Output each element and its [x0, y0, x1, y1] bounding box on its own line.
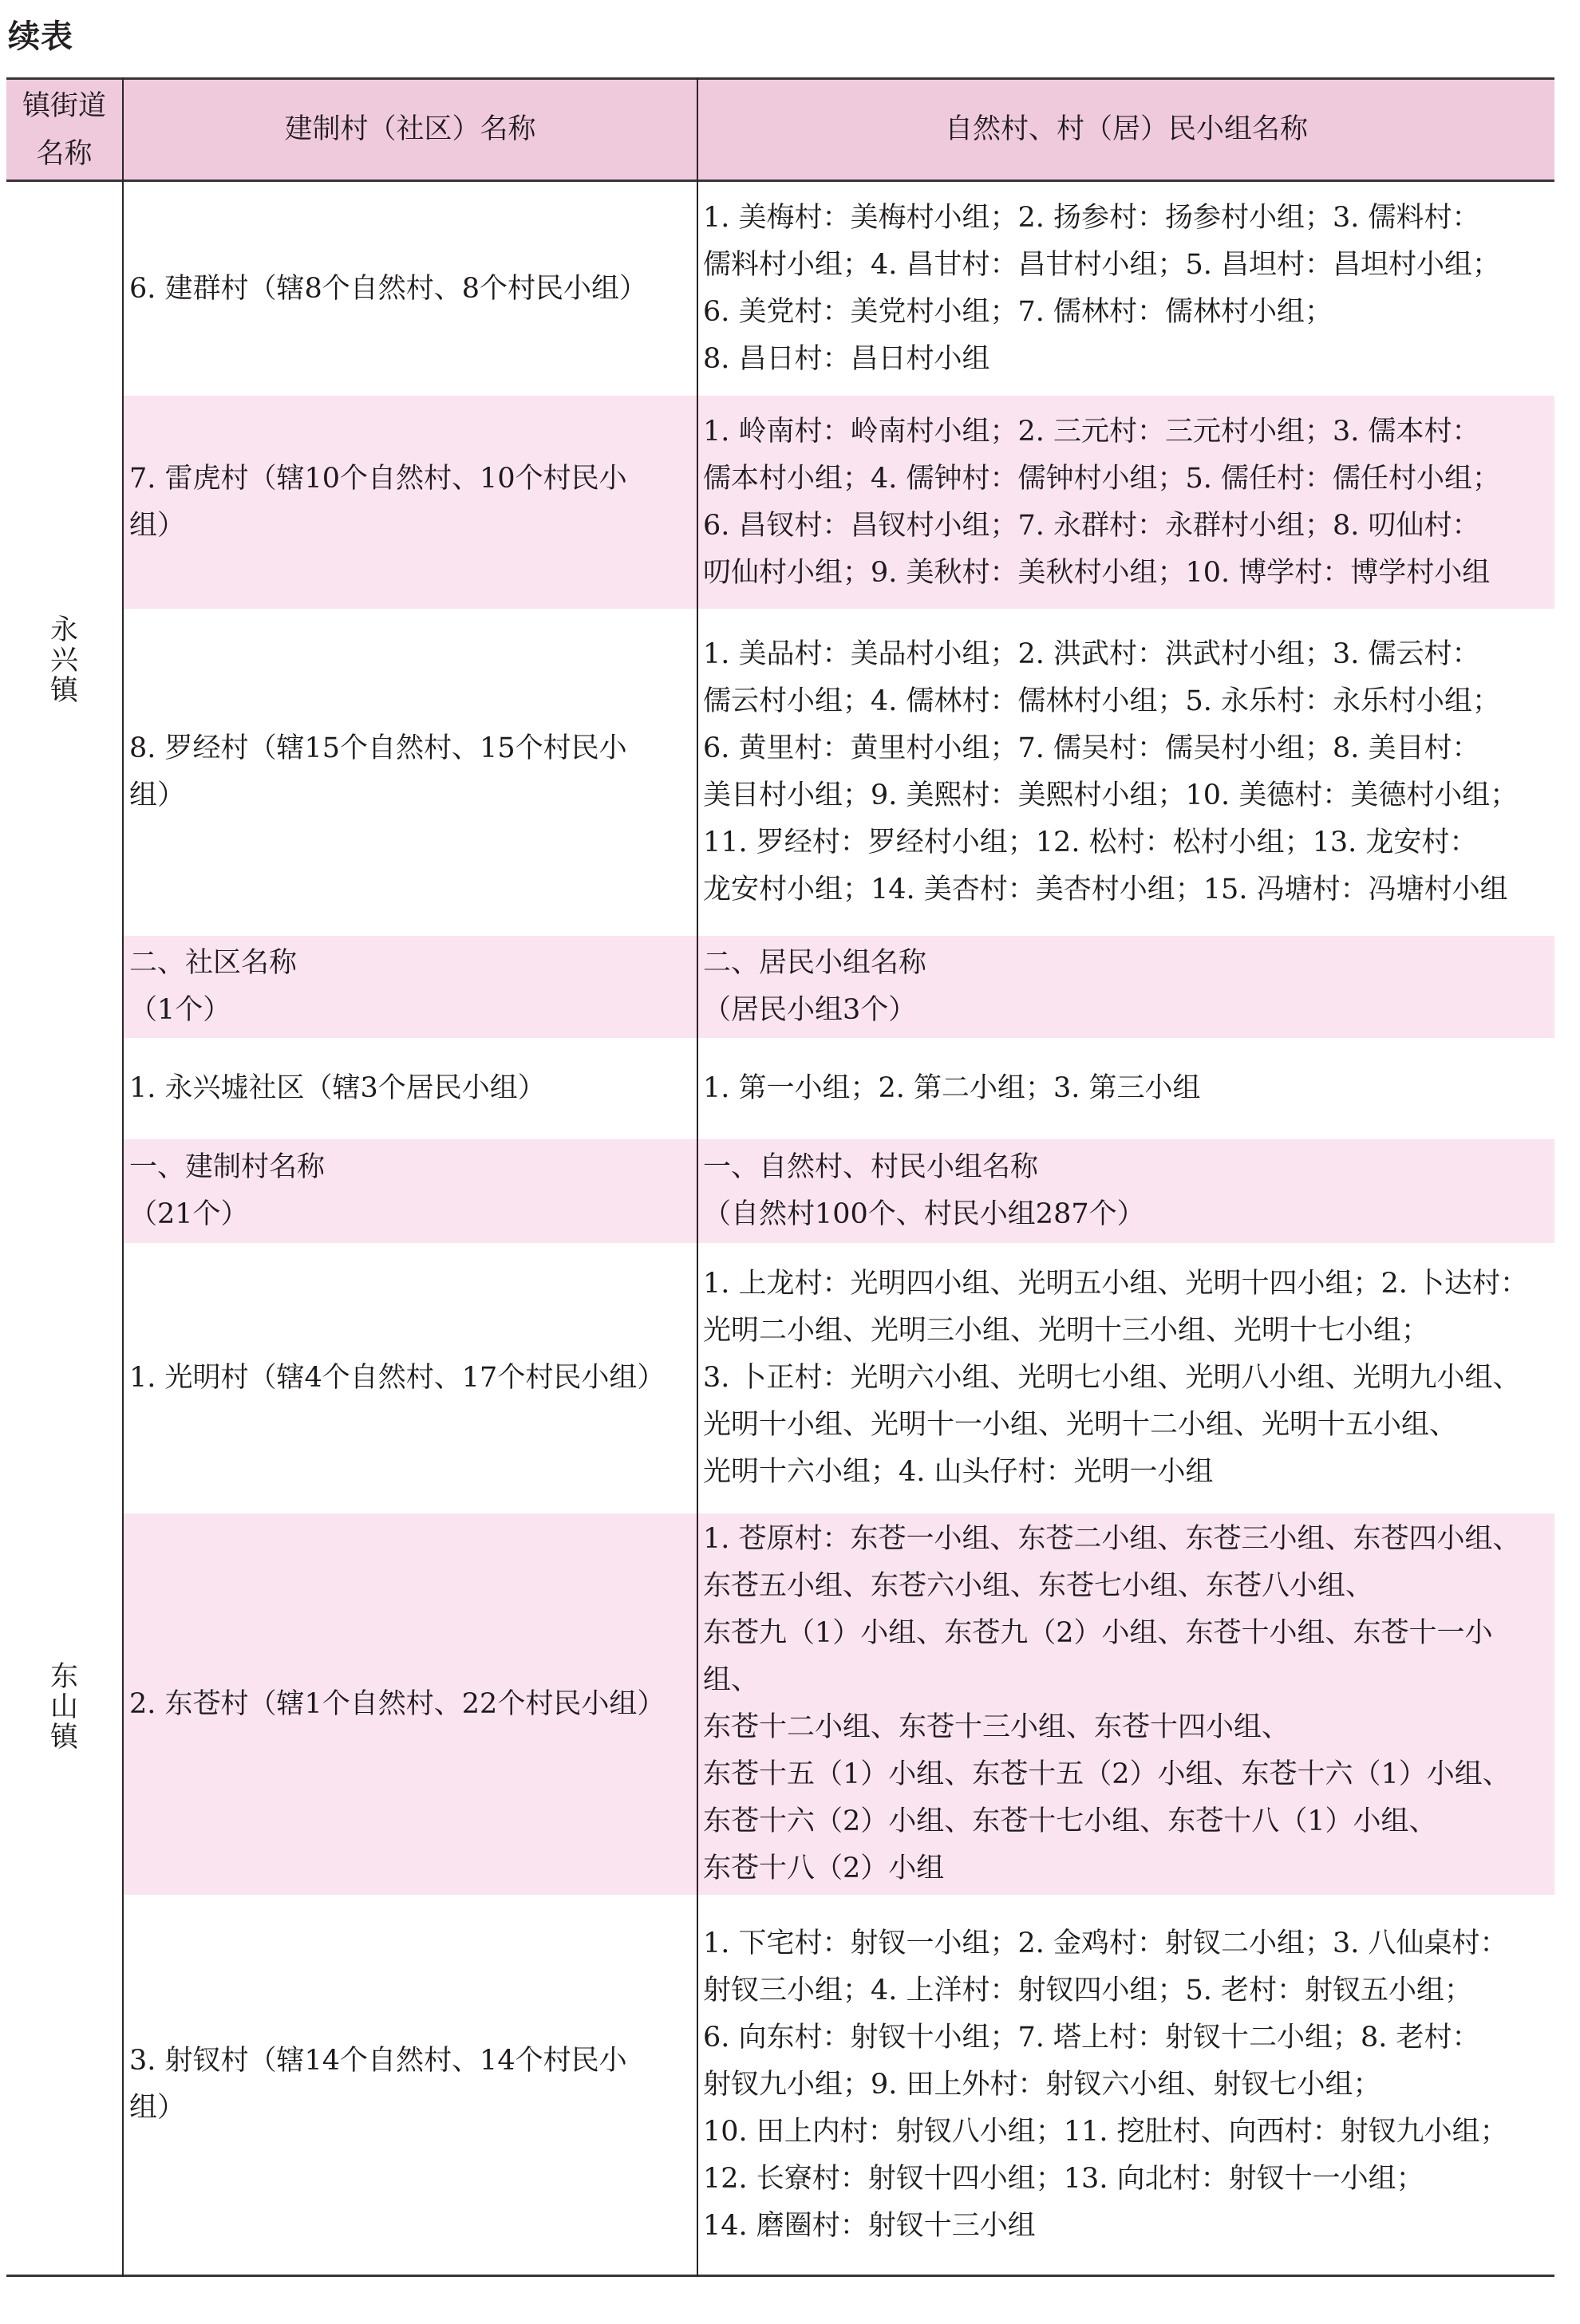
town-char: 兴 [49, 645, 78, 677]
groups-line: 叨仙村小组；9. 美秋村：美秋村小组；10. 博学村：博学村小组 [703, 556, 1491, 589]
village-line: 1. 光明村（辖4个自然村、17个村民小组） [129, 1362, 666, 1394]
groups-cell [703, 1038, 1553, 1139]
town-char: 山 [49, 1691, 78, 1723]
groups-line: 1. 苍原村：东苍一小组、东苍二小组、东苍三小组、东苍四小组、 [703, 1523, 1521, 1555]
town-char: 镇 [49, 675, 78, 707]
natural-village-heading-cell [703, 1139, 1553, 1243]
village-line: 3. 射钗村（辖14个自然村、14个村民小 [129, 2045, 627, 2077]
village-cell [129, 396, 696, 609]
groups-line: 6. 黄里村：黄里村小组；7. 儒吴村：儒吴村小组；8. 美目村： [703, 732, 1480, 764]
village-line: 1. 永兴墟社区（辖3个居民小组） [129, 1072, 546, 1104]
groups-line: 龙安村小组；14. 美杏村：美杏村小组；15. 冯塘村：冯塘村小组 [703, 874, 1508, 906]
town-char: 东 [49, 1660, 78, 1693]
village-line: 6. 建群村（辖8个自然村、8个村民小组） [129, 272, 648, 305]
village-line: 组） [129, 2092, 186, 2124]
header-village-column [124, 80, 697, 180]
groups-cell [703, 1895, 1553, 2275]
groups-line: 14. 磨圈村：射钗十三小组 [703, 2209, 1036, 2242]
groups-line: 1. 美梅村：美梅村小组；2. 扬参村：扬参村小组；3. 儒料村： [703, 202, 1480, 234]
groups-line: 二、居民小组名称 [703, 947, 927, 979]
community-heading-cell [129, 936, 696, 1038]
groups-line: 3. 卜正村：光明六小组、光明七小组、光明八小组、光明九小组、 [703, 1362, 1521, 1394]
town-char: 永 [49, 614, 78, 646]
groups-line: 1. 岭南村：岭南村小组；2. 三元村：三元村小组；3. 儒本村： [703, 415, 1480, 448]
header-town-line-1: 镇街道 [22, 89, 106, 122]
groups-line: 东苍十六（2）小组、东苍十七小组、东苍十八（1）小组、 [703, 1805, 1437, 1837]
groups-line: 1. 第一小组；2. 第二小组；3. 第三小组 [703, 1072, 1201, 1104]
groups-line: 儒云村小组；4. 儒林村：儒林村小组；5. 永乐村：永乐村小组； [703, 685, 1501, 717]
groups-line: 组、 [703, 1664, 760, 1696]
groups-line: 东苍五小组、东苍六小组、东苍七小组、东苍八小组、 [703, 1570, 1374, 1602]
groups-line: 光明十六小组；4. 山头仔村：光明一小组 [703, 1456, 1214, 1488]
groups-line: 光明十小组、光明十一小组、光明十二小组、光明十五小组、 [703, 1409, 1458, 1441]
groups-line: 东苍十五（1）小组、东苍十五（2）小组、东苍十六（1）小组、 [703, 1758, 1511, 1790]
groups-line: 11. 罗经村：罗经村小组；12. 松村：松村小组；13. 龙安村： [703, 827, 1478, 858]
town-yongxing [6, 182, 122, 1139]
groups-cell [703, 1243, 1553, 1513]
column-divider-1 [122, 77, 124, 2277]
village-line: 二、社区名称 [129, 947, 298, 979]
groups-cell [703, 609, 1553, 936]
village-cell [129, 1513, 696, 1895]
groups-cell [703, 396, 1553, 609]
groups-line: 东苍十八（2）小组 [703, 1852, 945, 1884]
groups-line: 12. 长寮村：射钗十四小组；13. 向北村：射钗十一小组； [703, 2162, 1424, 2195]
village-cell [129, 1895, 696, 2275]
village-line: 组） [129, 779, 186, 811]
village-line: 组） [129, 509, 186, 542]
village-line: 8. 罗经村（辖15个自然村、15个村民小 [129, 732, 627, 764]
groups-line: 射钗三小组；4. 上洋村：射钗四小组；5. 老村：射钗五小组； [703, 1974, 1473, 2006]
page-title: 续表 [8, 18, 73, 55]
groups-line: 一、自然村、村民小组名称 [703, 1151, 1039, 1183]
groups-line: 1. 上龙村：光明四小组、光明五小组、光明十四小组；2. 卜达村： [703, 1268, 1529, 1300]
town-dongshan [6, 1139, 122, 2275]
village-table [6, 77, 1554, 2277]
village-line: （21个） [129, 1198, 249, 1230]
groups-line: 美目村小组；9. 美熙村：美熙村小组；10. 美德村：美德村小组； [703, 779, 1519, 811]
groups-line: （居民小组3个） [703, 994, 917, 1026]
village-line: （1个） [129, 994, 231, 1026]
groups-line: 射钗九小组；9. 田上外村：射钗六小组、射钗七小组； [703, 2068, 1381, 2101]
village-cell [129, 182, 696, 396]
groups-line: 6. 向东村：射钗十小组；7. 塔上村：射钗十二小组；8. 老村： [703, 2021, 1480, 2054]
village-cell [129, 1038, 696, 1139]
groups-line: 10. 田上内村：射钗八小组；11. 挖肚村、向西村：射钗九小组； [703, 2115, 1508, 2148]
village-cell [129, 609, 696, 936]
groups-line: 1. 美品村：美品村小组；2. 洪武村：洪武村小组；3. 儒云村： [703, 638, 1480, 670]
groups-line: 光明二小组、光明三小组、光明十三小组、光明十七小组； [703, 1315, 1430, 1347]
groups-line: 1. 下宅村：射钗一小组；2. 金鸡村：射钗二小组；3. 八仙桌村： [703, 1927, 1508, 1959]
header-town-column [6, 80, 122, 180]
header-groups-label: 自然村、村（居）民小组名称 [944, 113, 1308, 145]
table-bottom-rule [6, 2275, 1554, 2277]
groups-line: 东苍九（1）小组、东苍九（2）小组、东苍十小组、东苍十一小 [703, 1617, 1493, 1649]
header-groups-column [698, 80, 1554, 180]
village-line: 7. 雷虎村（辖10个自然村、10个村民小 [129, 462, 627, 495]
groups-line: 儒本村小组；4. 儒钟村：儒钟村小组；5. 儒任村：儒任村小组； [703, 462, 1501, 495]
resident-group-heading-cell [703, 936, 1553, 1038]
groups-cell [703, 1513, 1553, 1895]
groups-line: 儒料村小组；4. 昌甘村：昌甘村小组；5. 昌坦村：昌坦村小组； [703, 249, 1501, 281]
groups-line: 6. 美党村：美党村小组；7. 儒林村：儒林村小组； [703, 296, 1333, 328]
groups-line: 东苍十二小组、东苍十三小组、东苍十四小组、 [703, 1711, 1290, 1743]
village-line: 一、建制村名称 [129, 1151, 326, 1183]
town-char: 镇 [49, 1721, 78, 1754]
village-heading-cell [129, 1139, 696, 1243]
groups-line: 8. 昌日村：昌日村小组 [703, 343, 990, 375]
groups-line: 6. 昌钗村：昌钗村小组；7. 永群村：永群村小组；8. 叨仙村： [703, 509, 1480, 542]
village-line: 2. 东苍村（辖1个自然村、22个村民小组） [129, 1687, 666, 1720]
header-village-label: 建制村（社区）名称 [284, 113, 536, 145]
column-divider-2 [697, 77, 698, 2277]
groups-cell [703, 182, 1553, 396]
village-cell [129, 1243, 696, 1513]
header-town-line-2: 名称 [36, 137, 93, 170]
groups-line: （自然村100个、村民小组287个） [703, 1198, 1145, 1230]
